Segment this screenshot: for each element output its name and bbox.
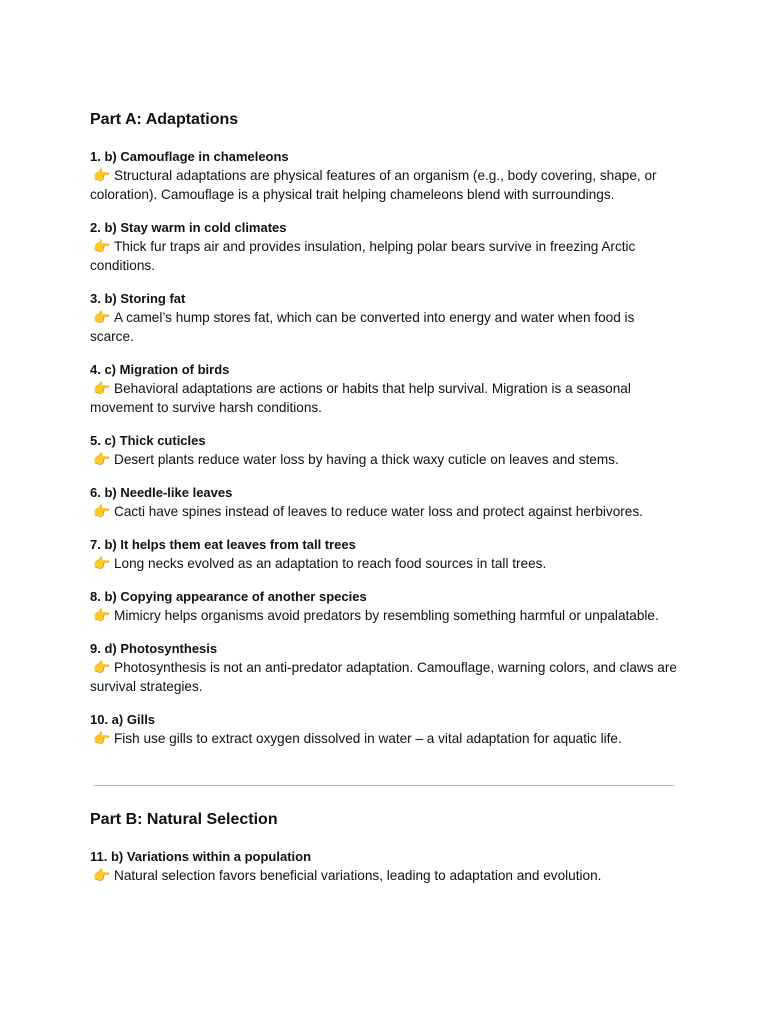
answer-item xyxy=(90,848,680,885)
part-a-title: Part A: Adaptations xyxy=(90,111,239,128)
answer-explanation xyxy=(90,237,680,275)
pointing-hand-icon: 👉 xyxy=(93,555,111,571)
pointing-hand-icon: 👉 xyxy=(93,503,111,519)
answer-question: 4. c) Migration of birds xyxy=(90,362,230,377)
answer-question: 7. b) It helps them eat leaves from tall trees xyxy=(90,537,356,552)
answer-question: 5. c) Thick cuticles xyxy=(90,433,206,448)
pointing-hand-icon: 👉 xyxy=(93,380,111,396)
answer-explanation xyxy=(90,379,680,417)
explanation-text: Thick fur traps air and provides insulation, helping polar bears survive in freezing Arctic conditions. xyxy=(90,239,636,273)
answer-explanation xyxy=(90,729,680,748)
answer-question: 2. b) Stay warm in cold climates xyxy=(90,220,287,235)
answer-question: 9. d) Photosynthesis xyxy=(90,641,218,656)
answer-explanation xyxy=(90,866,680,885)
part-b-title: Part B: Natural Selection xyxy=(90,811,278,828)
explanation-text: Structural adaptations are physical features of an organism (e.g., body covering, shape, or coloration). Camouflage is a physical trait helping chameleons blend with surroundings. xyxy=(90,168,657,202)
answer-explanation xyxy=(90,554,680,573)
answer-question: 10. a) Gills xyxy=(90,712,156,727)
explanation-text: Long necks evolved as an adaptation to reach food sources in tall trees. xyxy=(114,556,547,571)
pointing-hand-icon: 👉 xyxy=(93,238,111,254)
answer-question: 8. b) Copying appearance of another species xyxy=(90,589,367,604)
answer-explanation xyxy=(90,606,680,625)
answer-item xyxy=(90,219,680,275)
answer-item xyxy=(90,711,680,748)
answer-explanation xyxy=(90,502,680,521)
pointing-hand-icon: 👉 xyxy=(93,730,111,746)
answer-explanation xyxy=(90,450,680,469)
answer-question: 3. b) Storing fat xyxy=(90,291,186,306)
explanation-text: Fish use gills to extract oxygen dissolved in water – a vital adaptation for aquatic life. xyxy=(114,731,622,746)
explanation-text: Photosynthesis is not an anti-predator adaptation. Camouflage, warning colors, and claws are survival strategies. xyxy=(90,660,677,694)
answer-item xyxy=(90,484,680,521)
part-a-section xyxy=(90,109,680,763)
pointing-hand-icon: 👉 xyxy=(93,167,111,183)
explanation-text: Mimicry helps organisms avoid predators by resembling something harmful or unpalatable. xyxy=(114,608,659,623)
explanation-text: Cacti have spines instead of leaves to reduce water loss and protect against herbivores. xyxy=(114,504,643,519)
explanation-text: Behavioral adaptations are actions or habits that help survival. Migration is a seasonal movement to survive harsh conditions. xyxy=(90,381,631,415)
answer-explanation xyxy=(90,308,680,346)
answer-explanation xyxy=(90,658,680,696)
part-b-section xyxy=(90,809,680,900)
pointing-hand-icon: 👉 xyxy=(93,451,111,467)
answer-item xyxy=(90,432,680,469)
answer-item xyxy=(90,536,680,573)
answer-item xyxy=(90,588,680,625)
pointing-hand-icon: 👉 xyxy=(93,607,111,623)
answer-explanation xyxy=(90,166,680,204)
section-divider xyxy=(94,785,674,786)
answer-item xyxy=(90,290,680,346)
explanation-text: A camel’s hump stores fat, which can be converted into energy and water when food is scarce. xyxy=(90,310,635,344)
explanation-text: Natural selection favors beneficial variations, leading to adaptation and evolution. xyxy=(114,868,602,883)
answer-item xyxy=(90,361,680,417)
answer-item xyxy=(90,148,680,204)
answer-item xyxy=(90,640,680,696)
pointing-hand-icon: 👉 xyxy=(93,659,111,675)
pointing-hand-icon: 👉 xyxy=(93,309,111,325)
answer-question: 6. b) Needle-like leaves xyxy=(90,485,233,500)
answer-question: 11. b) Variations within a population xyxy=(90,849,312,864)
pointing-hand-icon: 👉 xyxy=(93,867,111,883)
answer-question: 1. b) Camouflage in chameleons xyxy=(90,149,289,164)
explanation-text: Desert plants reduce water loss by having a thick waxy cuticle on leaves and stems. xyxy=(114,452,619,467)
